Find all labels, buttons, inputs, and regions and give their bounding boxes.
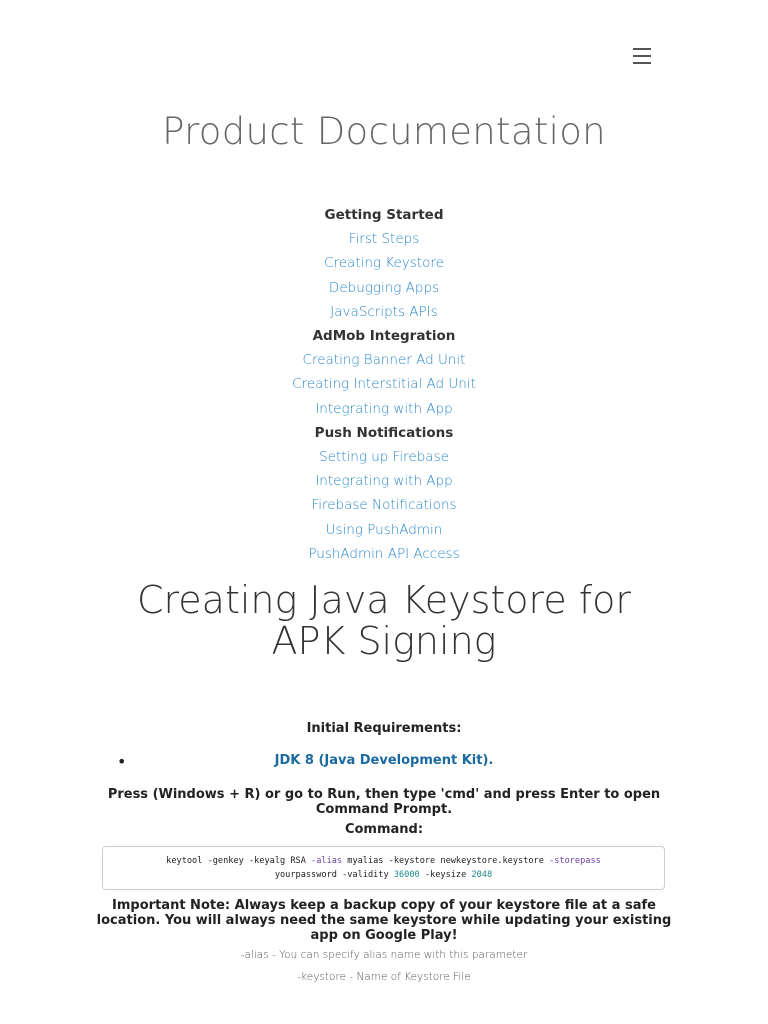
nav-link-debugging-apps[interactable]: Debugging Apps [328, 279, 440, 296]
article-heading [0, 580, 768, 662]
instruction-text: Press (Windows + R) or go to Run, then type 'cmd' and press Enter to open Command Prompt. [107, 787, 661, 817]
nav-link-using-pushadmin[interactable]: Using PushAdmin [325, 521, 443, 538]
command-label: Command: [344, 822, 424, 837]
nav-group-admob: AdMob Integration [312, 328, 456, 345]
jdk-suffix: . [488, 753, 494, 768]
requirements-label: Initial Requirements: [306, 721, 462, 736]
nav-group-getting-started: Getting Started [324, 207, 444, 223]
cmd-part-1: keytool -genkey -keyalg RSA [166, 856, 312, 866]
cmd-part-3: yourpassword -validity [274, 870, 394, 880]
nav-link-admob-integrating[interactable]: Integrating with App [315, 400, 453, 417]
nav-group-push: Push Notifications [314, 424, 454, 441]
nav-link-pushadmin-api[interactable]: PushAdmin API Access [308, 545, 460, 562]
list-bullet: • [117, 752, 127, 771]
nav-link-banner-ad-unit[interactable]: Creating Banner Ad Unit [302, 352, 466, 369]
param-alias-description: -alias - You can specify alias name with this parameter [240, 949, 528, 961]
docs-nav [0, 203, 768, 566]
menu-bar-bottom [633, 62, 651, 64]
cmd-part-2: myalias -keystore newkeystore.keystore [342, 856, 550, 866]
jdk-list-item [0, 753, 768, 768]
nav-link-creating-keystore[interactable]: Creating Keystore [324, 255, 444, 272]
cmd-validity-value: 36000 [393, 870, 420, 880]
cmd-keysize-value: 2048 [471, 870, 493, 880]
hamburger-menu-icon[interactable] [633, 46, 653, 66]
jdk-link[interactable]: JDK 8 (Java Development Kit) [274, 753, 489, 768]
nav-link-setting-up-firebase[interactable]: Setting up Firebase [319, 449, 449, 466]
cmd-alias-flag: -alias [311, 856, 343, 866]
command-code-block[interactable] [102, 846, 665, 890]
menu-bar-middle [633, 55, 651, 57]
menu-bar-top [633, 48, 651, 50]
nav-link-first-steps[interactable]: First Steps [348, 231, 420, 248]
important-note: Important Note: Always keep a backup copy of your keystore file at a safe location. You will always need the same keystore while updating your existing app on Google Play! [96, 898, 672, 943]
cmd-part-4: -keysize [419, 870, 472, 880]
nav-link-firebase-notifications[interactable]: Firebase Notifications [311, 497, 457, 514]
page-title: Product Documentation [162, 110, 606, 153]
param-keystore-description: -keystore - Name of Keystore File [297, 971, 471, 983]
nav-link-interstitial-ad-unit[interactable]: Creating Interstitial Ad Unit [292, 376, 476, 393]
article-heading-line1: Creating Java Keystore for [136, 578, 632, 622]
cmd-storepass-flag: -storepass [549, 856, 601, 866]
article-heading-line2: APK Signing [271, 619, 497, 663]
nav-link-javascript-apis[interactable]: JavaScripts APIs [330, 303, 438, 320]
nav-link-push-integrating[interactable]: Integrating with App [315, 473, 453, 490]
